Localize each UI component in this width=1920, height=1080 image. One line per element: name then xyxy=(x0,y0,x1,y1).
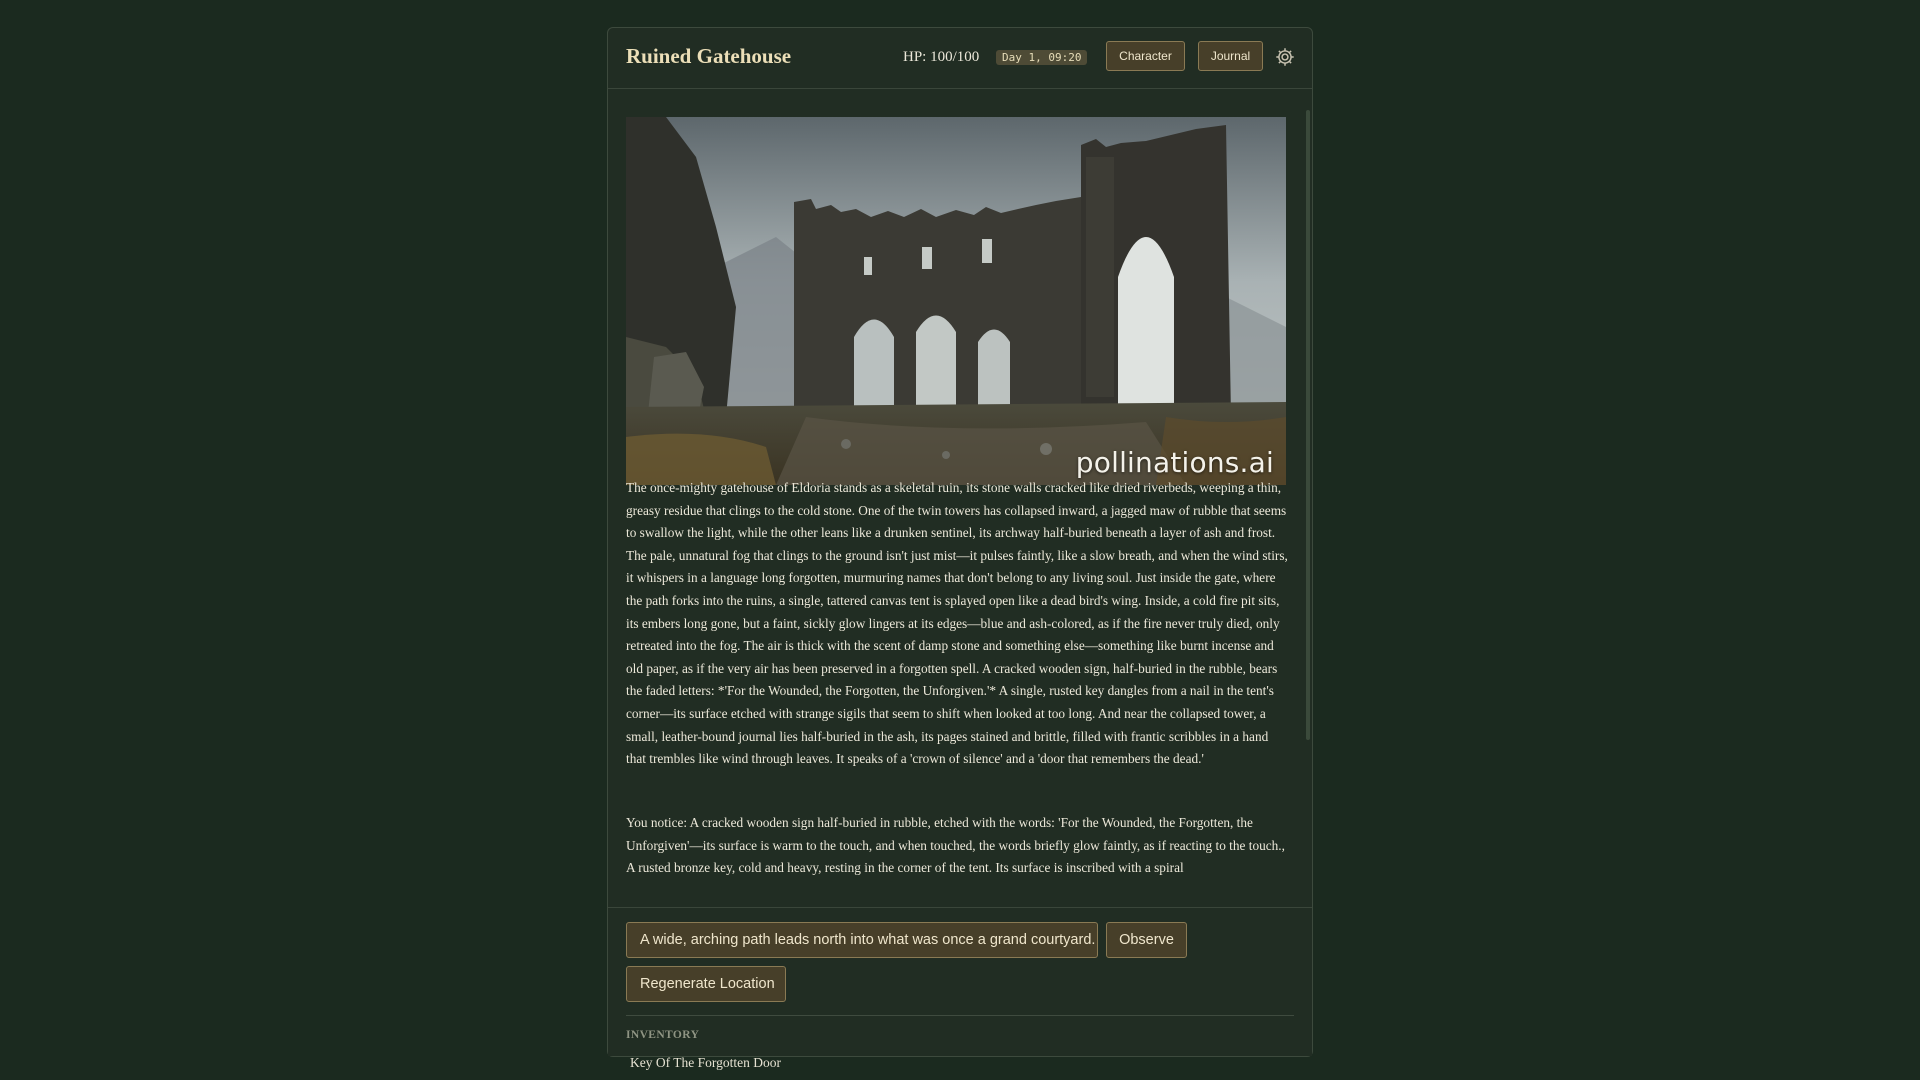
image-watermark: pollinations.ai xyxy=(1075,446,1274,479)
location-description: The once-mighty gatehouse of Eldoria stands as a skeletal ruin, its stone walls cracked like dried riverbeds, weeping a thin, greasy residue that clings to the cold stone. One of the twin towers has collapsed inward, a jagged maw of rubble that seems to swallow the light, while the other leans like a drunken sentinel, its archway half-buried beneath a layer of ash and frost. The pale, unnatural fog that clings to the ground isn't just mist—it pulses faintly, like a slow breath, and when the wind stirs, it whispers in a language long forgotten, murmuring names that don't belong to any living soul. Just inside the gate, where the path forks into the ruins, a single, tattered canvas tent is splayed open like a dead bird's wing. Inside, a cold fire pit sits, its embers long gone, but a faint, sickly glow lingers at its edges—blue and ash-colored, as if the fire never truly died, only retreated into the fog. The air is thick with the scent of damp stone and something else—something like burnt incense and old paper, as if the very air has been preserved in a forgotten spell. A cracked wooden sign, half-buried in the rubble, bears the faded letters: *'For the Wounded, the Forgotten, the Unforgiven.'* A single, rusted key dangles from a nail in the tent's corner—its surface etched with strange sigils that seem to shift when looked at too long. And near the collapsed tower, a small, leather-bound journal lies half-buried in the ash, its pages stained and brittle, filled with frantic scribbles in a hand that trembles like wind through leaves. It speaks of a 'crown of silence' and a 'door that remembers the dead.' xyxy=(626,480,1288,767)
notice-text: You notice: A cracked wooden sign half-buried in rubble, etched with the words: 'For the Wounded, the Forgotten, the Unforgiven'—its surface is warm to the touch, and when touched, the words briefly glow faintly, as if reacting to the touch., A rusted bronze key, cold and heavy, resting in the corner of the tent. Its surface is inscribed with a spiral xyxy=(626,815,1285,876)
location-image xyxy=(626,117,1286,485)
header-bar xyxy=(608,28,1312,89)
action-footer xyxy=(608,907,1312,1070)
location-title: Ruined Gatehouse xyxy=(626,44,792,68)
character-button[interactable]: Character xyxy=(1106,41,1185,71)
regenerate-location-button[interactable]: Regenerate Location xyxy=(626,966,786,1002)
ruins-illustration xyxy=(626,117,1286,485)
journal-button[interactable]: Journal xyxy=(1198,41,1263,71)
inventory-item[interactable]: Key Of The Forgotten Door xyxy=(630,1055,781,1070)
divider xyxy=(626,1015,1294,1016)
observe-button[interactable]: Observe xyxy=(1106,922,1187,958)
day-time-badge: Day 1, 09:20 xyxy=(996,50,1087,65)
hp-display: HP: 100/100 xyxy=(903,49,980,65)
gear-icon[interactable] xyxy=(1274,46,1296,68)
inventory-label: INVENTORY xyxy=(626,1029,700,1041)
scene-content[interactable] xyxy=(626,90,1288,907)
game-panel xyxy=(607,27,1313,1070)
path-north-button[interactable]: A wide, arching path leads north into what was once a grand courtyard. xyxy=(626,922,1098,958)
scrollbar[interactable] xyxy=(1306,110,1310,740)
